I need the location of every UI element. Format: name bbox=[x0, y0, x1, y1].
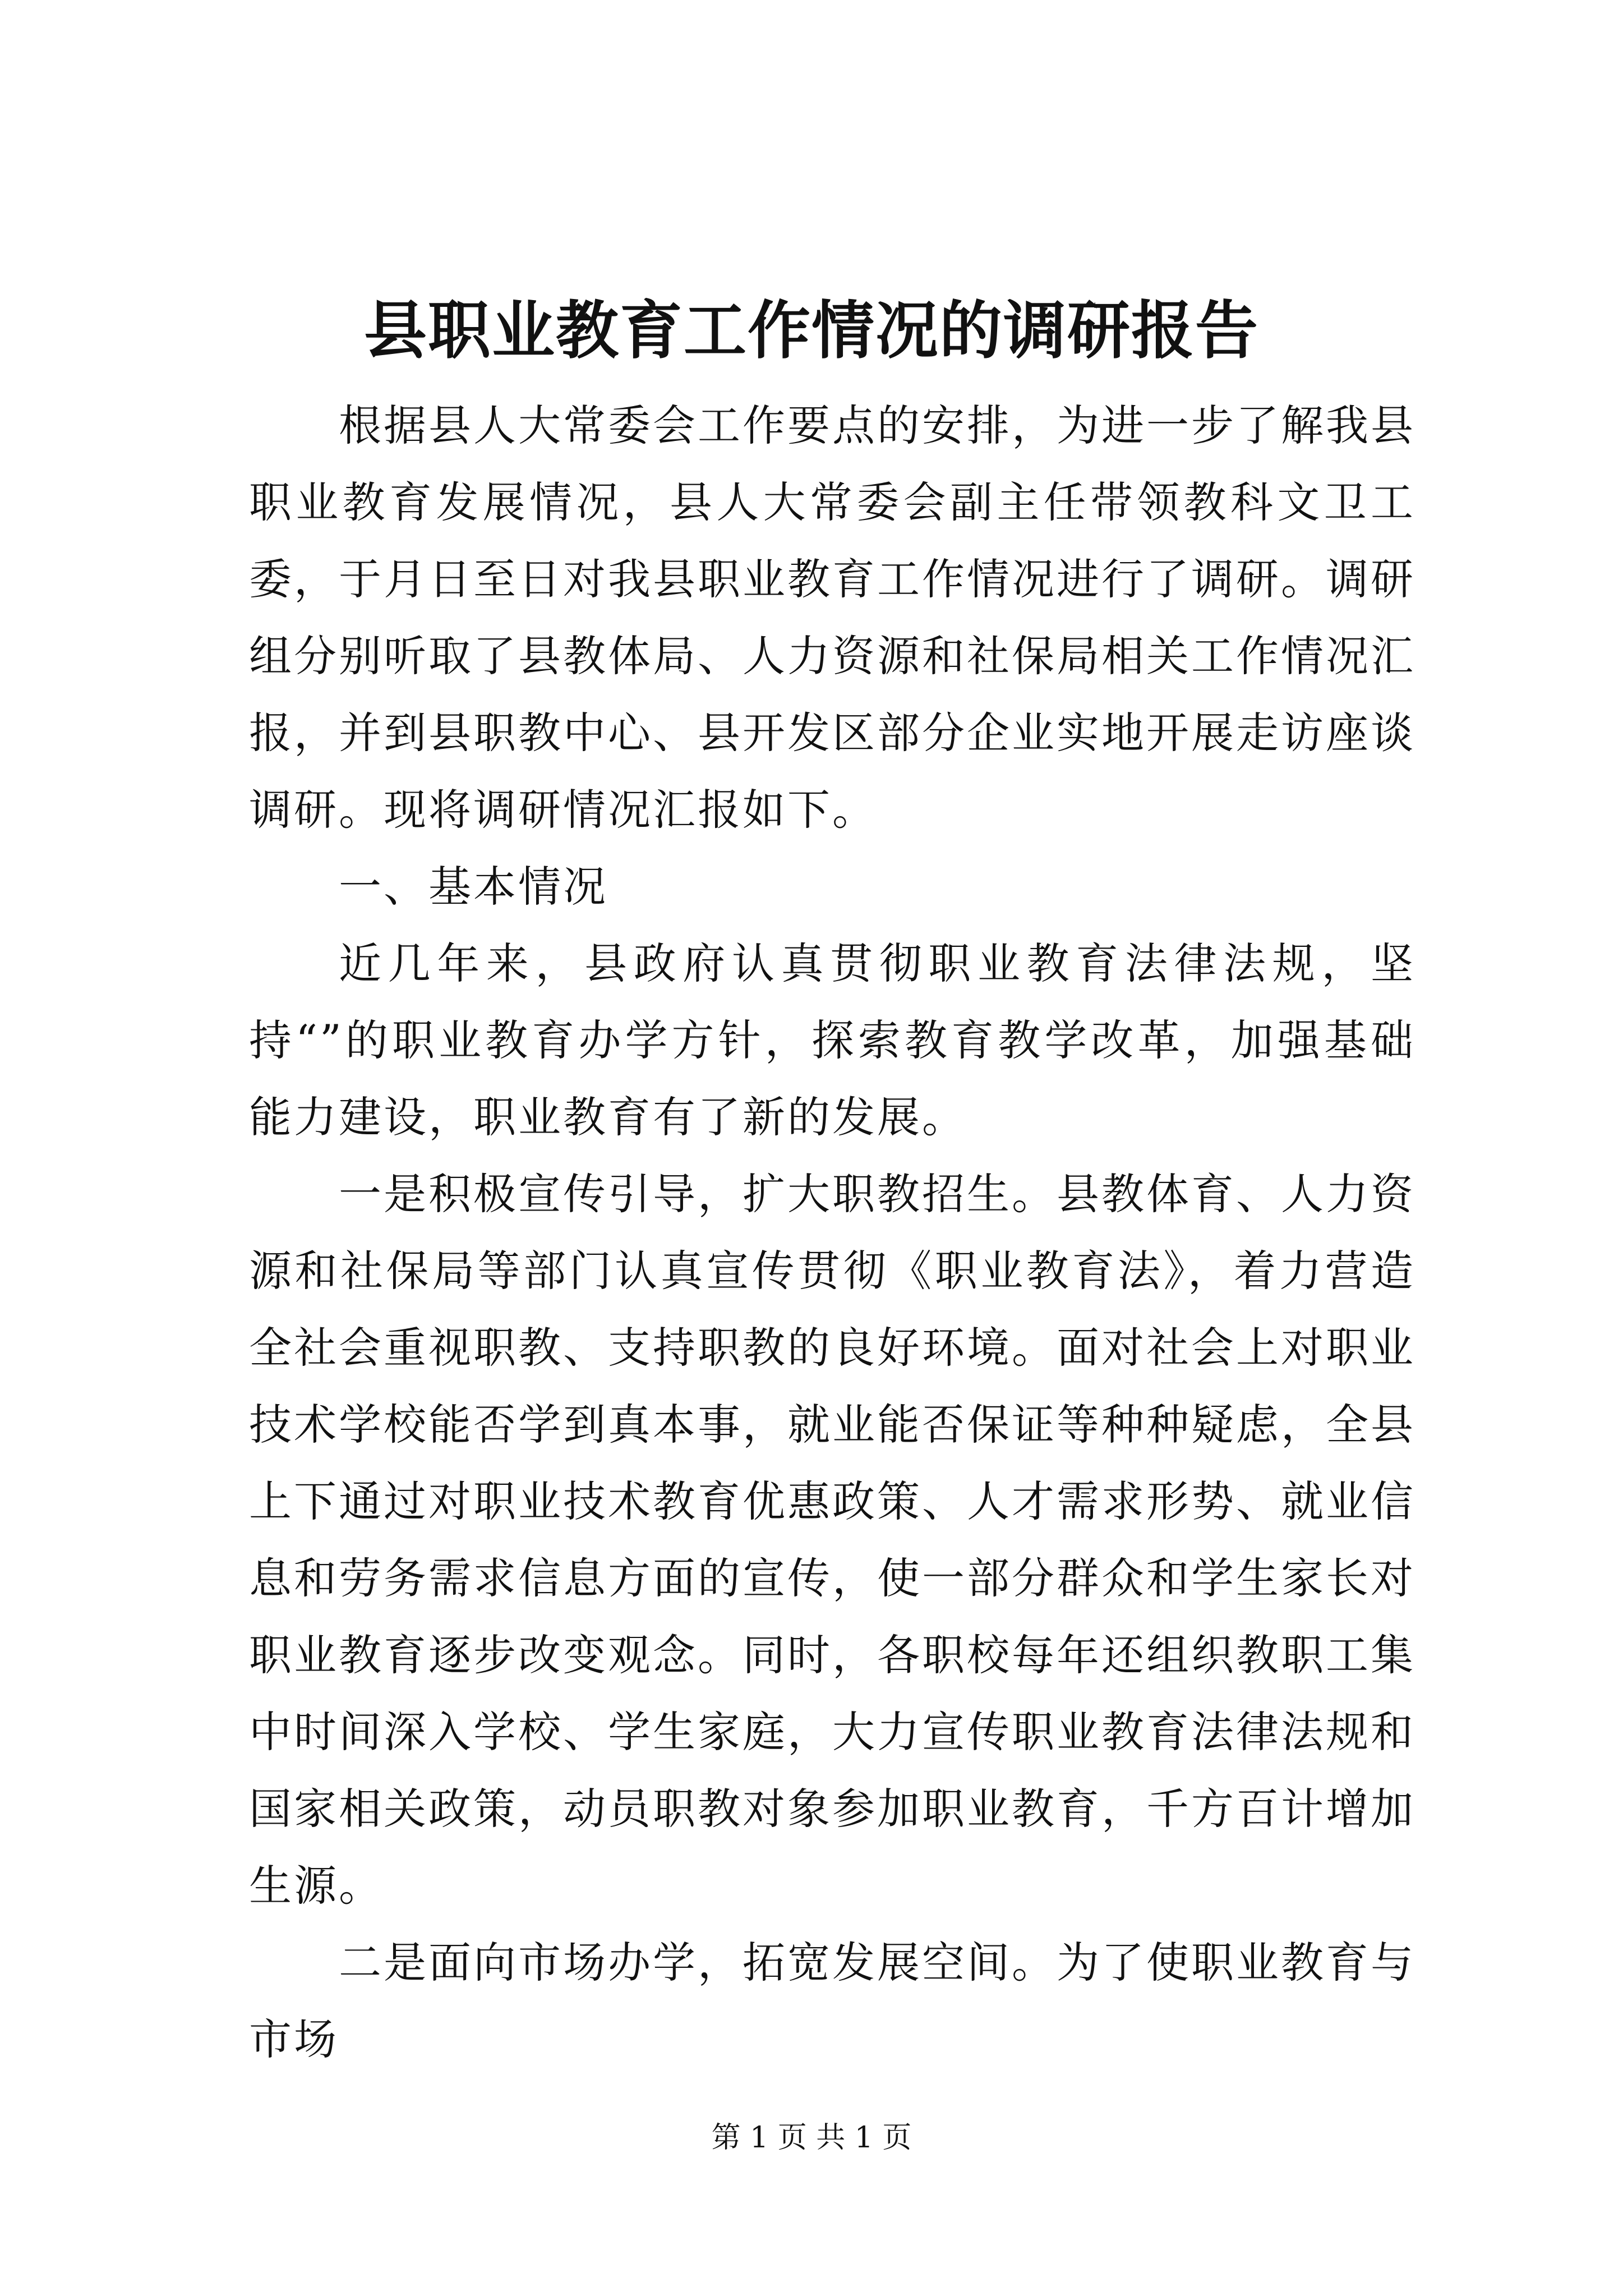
paragraph-overview: 近几年来，县政府认真贯彻职业教育法律法规，坚持“”的职业教育办学方针，探索教育教学改革，加强基础能力建设，职业教育有了新的发展。 bbox=[249, 938, 1415, 1142]
paragraph-point-one: 一是积极宣传引导，扩大职教招生。县教体育、人力资源和社保局等部门认真宣传贯彻《职业教育法》，着力营造全社会重视职教、支持职教的良好环境。面对社会上对职业技术学校能否学到真本事，就业能否保证等种种疑虑，全县上下通过对职业技术教育优惠政策、人才需求形势、就业信息和劳务需求信息方面的宣传，使一部分群众和学生家长对职业教育逐步改变观念。同时，各职校每年还组织教职工集中时间深入学校、学生家庭，大力宣传职业教育法律法规和国家相关政策，动员职教对象参加职业教育，千方百计增加生源。 bbox=[249, 1169, 1415, 1911]
document-title: 县职业教育工作情况的调研报告 bbox=[364, 294, 1259, 367]
paragraph-intro: 根据县人大常委会工作要点的安排，为进一步了解我县职业教育发展情况，县人大常委会副主任带领教科文卫工委，于月日至日对我县职业教育工作情况进行了调研。调研组分别听取了县教体局、人力资源和社保局相关工作情况汇报，并到县职教中心、县开发区部分企业实地开展走访座谈调研。现将调研情况汇报如下。 bbox=[249, 401, 1415, 835]
document-body bbox=[249, 387, 1415, 2078]
page-footer: 第 1 页 共 1 页 bbox=[711, 2121, 912, 2155]
paragraph-point-two: 二是面向市场办学，拓宽发展空间。为了使职业教育与市场 bbox=[249, 1938, 1415, 2064]
section-heading-basic-situation: 一、基本情况 bbox=[339, 862, 608, 912]
